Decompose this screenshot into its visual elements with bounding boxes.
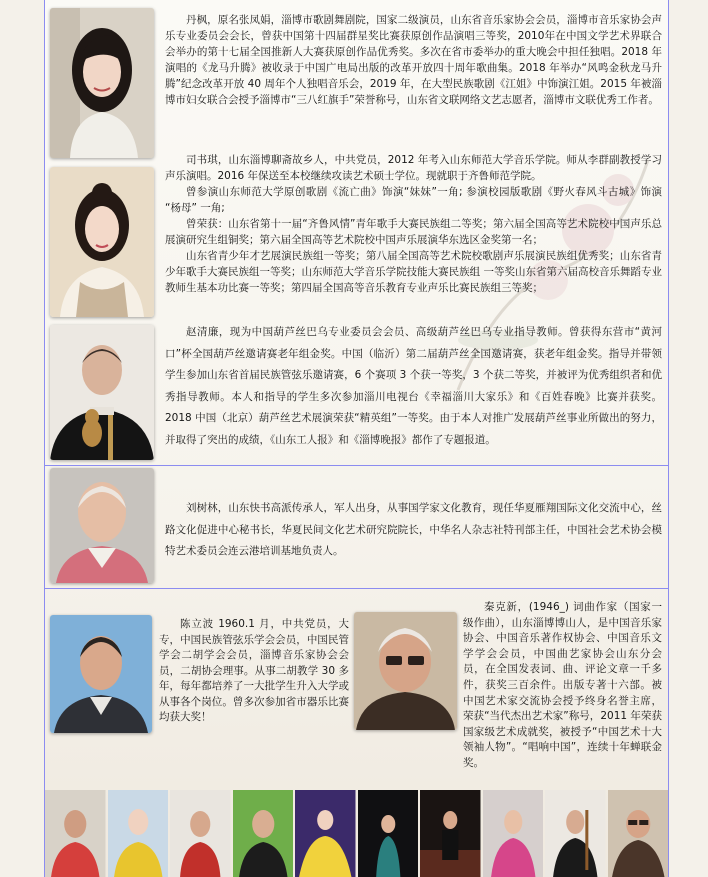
strip-photo: [170, 790, 231, 877]
portrait-dan-feng: [50, 8, 154, 158]
strip-photo: [295, 790, 356, 877]
bio-paragraph: 陈立波 1960.1 月，中共党员，大专，中国民族管弦乐学会会员，中国民管学会二胡学会会员，淄博音乐家协会会员，二胡协会理事。从事二胡教学 30 多年，每年都培养了一大批学生升入大学或从事各个岗位。曾多次参加省市器乐比赛均获大奖！: [159, 618, 349, 723]
strip-photo: [608, 790, 669, 877]
portrait-chen-libo: [50, 615, 152, 733]
bio-paragraph: 刘树林，山东快书高派传承人，军人出身，从事国学家文化教育，现任华夏雁翔国际文化交流中心，丝路文化促进中心秘书长，华夏民间文化艺术研究院院长，中华名人杂志社特刊部主任，中国社会艺术协会模特艺术委员会连云港培训基地负责人。: [165, 502, 662, 557]
bio-liu-shulin: [165, 498, 662, 563]
bio-qin-kexin: [463, 600, 662, 772]
section-divider: [45, 465, 668, 466]
bio-paragraph: 丹枫，原名张凤娟，淄博市歌剧舞剧院，国家二级演员，山东省音乐家协会会员，淄博市音乐家协会声乐专业委员会会长，曾获中国第十四届群星奖比赛获原创作品演唱三等奖，2010年在中国文学艺术界联合会举办的第十七届全国推新人大赛获原创作品优秀奖。多次在省市委举办的重大晚会中担任独唱。2018 年演唱的《龙马升腾》被收录于中国广电局出版的改革开放四十周年歌曲集。2018 年举办“风鸣金秋龙马升腾”纪念改革开放 40 周年个人独唱音乐会，2019 年，在大型民族歌剧《江姐》中饰演江姐。2015 年被淄博市妇女联合会授予淄博市“三八红旗手”荣誉称号，山东省文联网络文艺志愿者，淄博市文联优秀工作者。: [165, 14, 662, 106]
strip-photo: [233, 790, 294, 877]
bio-paragraph: 山东省青少年才艺展演民族组一等奖；第八届全国高等艺术院校歌剧声乐展演民族组优秀奖；山东省青少年歌手大赛民族组一等奖；山东师范大学音乐学院技能大赛民族组 一等奖山东省第六届高校音乐舞蹈专业教师生基本功比赛一等奖；第四届全国高等音乐教育专业声乐比赛民族组三等奖；: [165, 250, 662, 294]
document-page: [44, 0, 669, 877]
bio-paragraph: 赵清廉，现为中国葫芦丝巴乌专业委员会会员、高级葫芦丝巴乌专业指导教师。曾获得东营市“黄河口”杯全国葫芦丝邀请赛老年组金奖。中国（临沂）第二届葫芦丝全国邀请赛，获老年组金奖。指导并带领学生参加山东省首届民族管弦乐邀请赛，6 个赛项 3 个获一等奖，3 个获二等奖，并被评为优秀组织者和优秀指导教师。本人和指导的学生多次参加淄川电视台《幸福淄川大家乐》和《百姓春晚》比赛并获奖。2018 中国（北京）葫芦丝艺术展演荣获“精英组”一等奖。由于本人对推广发展葫芦丝事业所做出的努力，并取得了突出的成绩，《山东工人报》和《淄博晚报》都作了专题报道。: [165, 326, 662, 446]
strip-photo: [108, 790, 169, 877]
bio-chen-libo: [159, 617, 349, 726]
bio-paragraph: 曾荣获：山东省第十一届“齐鲁风情”青年歌手大赛民族组二等奖；第六届全国高等艺术院校中国声乐总展演研究生组铜奖；第六届全国高等艺术院校中国声乐展演华东选区金奖第一名；: [165, 218, 662, 246]
strip-photo: [45, 790, 106, 877]
bio-paragraph: 司书琪，山东淄博聊斋故乡人，中共党员，2012 年考入山东师范大学音乐学院。师从李群副教授学习声乐演唱。2016 年保送至本校继续攻读艺术硕士学位。现就职于齐鲁师范学院。: [165, 154, 662, 182]
bio-paragraph: 曾参演山东师范大学原创歌剧《流亡曲》饰演“妹妹”一角; 参演校园版歌剧《野火春风斗古城》饰演 “杨母” 一角;: [165, 186, 662, 214]
strip-photo: [483, 790, 544, 877]
portrait-liu-shulin: [50, 468, 154, 583]
bio-dan-feng: [165, 12, 662, 108]
bio-paragraph: 秦克新，(1946_) 词曲作家（国家一级作曲），山东淄博博山人，是中国音乐家协会、中国音乐著作权协会、中国音乐文学学会会员，中国曲艺家协会山东分会员，在全国发表词、曲、评论文章一千多件，获奖三百余件。出版专著十六部。被中国艺术家交流协会授予终身名誉主席，荣获“当代杰出艺术家”称号，2011 年荣获国家级艺术成就奖，被授予“中国艺术十大领袖人物”。“唱响中国”，连续十年蝉联金奖。: [463, 601, 662, 769]
performance-photo-strip: [45, 790, 668, 877]
portrait-si-shuqi: [50, 167, 154, 317]
portrait-qin-kexin: [354, 612, 457, 730]
strip-photo: [545, 790, 606, 877]
portrait-zhao-qinglian: [50, 325, 154, 460]
bio-si-shuqi: [165, 152, 662, 296]
bio-zhao-qinglian: [165, 322, 662, 451]
section-divider: [45, 588, 668, 589]
strip-photo: [420, 790, 481, 877]
strip-photo: [358, 790, 419, 877]
